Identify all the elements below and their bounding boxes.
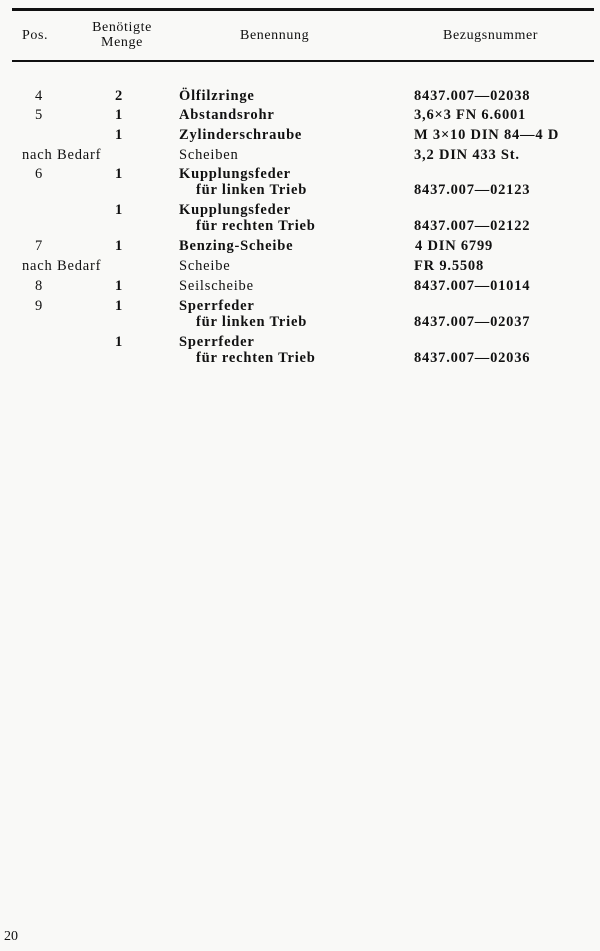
row-number: 8437.007—01014 <box>414 278 531 294</box>
row-number: FR 9.5508 <box>414 258 485 274</box>
header-benennung: Benennung <box>240 28 310 43</box>
row-number: 3,2 DIN 433 St. <box>414 147 520 163</box>
row-number: 8437.007—02123 <box>414 182 531 198</box>
page-number: 20 <box>4 929 18 944</box>
row-name: Scheibe <box>179 258 231 274</box>
row-qty: 1 <box>114 166 124 182</box>
row-name: Kupplungsfeder <box>179 166 291 182</box>
row-qty: 1 <box>114 238 124 254</box>
row-name: Benzing-Scheibe <box>179 238 294 254</box>
row-name-detail: für rechten Trieb <box>196 218 316 234</box>
row-pos: 6 <box>34 166 44 182</box>
header-menge-line1: Benötigte <box>92 20 152 35</box>
row-name-detail: für linken Trieb <box>196 314 308 330</box>
row-name: Seilscheibe <box>179 278 254 294</box>
row-qty: 1 <box>114 298 124 314</box>
row-name: Scheiben <box>179 147 239 163</box>
row-number: 8437.007—02036 <box>414 350 531 366</box>
row-qty: 1 <box>114 278 124 294</box>
row-pos: 5 <box>34 107 44 123</box>
row-pos: nach Bedarf <box>22 258 102 274</box>
row-number: 4 DIN 6799 <box>415 238 494 254</box>
header-menge-line2: Menge <box>101 35 143 50</box>
row-pos: 7 <box>34 238 44 254</box>
row-number: 8437.007—02038 <box>414 88 531 104</box>
row-name: Ölfilzringe <box>179 88 255 104</box>
row-pos: 4 <box>34 88 44 104</box>
row-name: Zylinderschraube <box>179 127 303 143</box>
header-menge <box>88 20 156 50</box>
header-rule <box>12 60 594 62</box>
row-qty: 2 <box>114 88 124 104</box>
row-qty: 1 <box>114 107 124 123</box>
header-pos: Pos. <box>22 28 49 43</box>
row-name: Sperrfeder <box>179 298 255 314</box>
header-bezugsnummer: Bezugsnummer <box>443 28 539 43</box>
row-number: M 3×10 DIN 84—4 D <box>414 127 560 143</box>
row-name: Kupplungsfeder <box>179 202 291 218</box>
row-name-detail: für linken Trieb <box>196 182 308 198</box>
row-name: Sperrfeder <box>179 334 255 350</box>
row-name: Abstandsrohr <box>179 107 275 123</box>
row-name-detail: für rechten Trieb <box>196 350 316 366</box>
row-qty: 1 <box>114 127 124 143</box>
top-rule <box>12 8 594 11</box>
row-qty: 1 <box>114 334 124 350</box>
row-number: 8437.007—02122 <box>414 218 531 234</box>
row-pos: nach Bedarf <box>22 147 102 163</box>
row-qty: 1 <box>114 202 124 218</box>
row-number: 3,6×3 FN 6.6001 <box>414 107 527 123</box>
row-number: 8437.007—02037 <box>414 314 531 330</box>
row-pos: 9 <box>34 298 44 314</box>
row-pos: 8 <box>34 278 44 294</box>
